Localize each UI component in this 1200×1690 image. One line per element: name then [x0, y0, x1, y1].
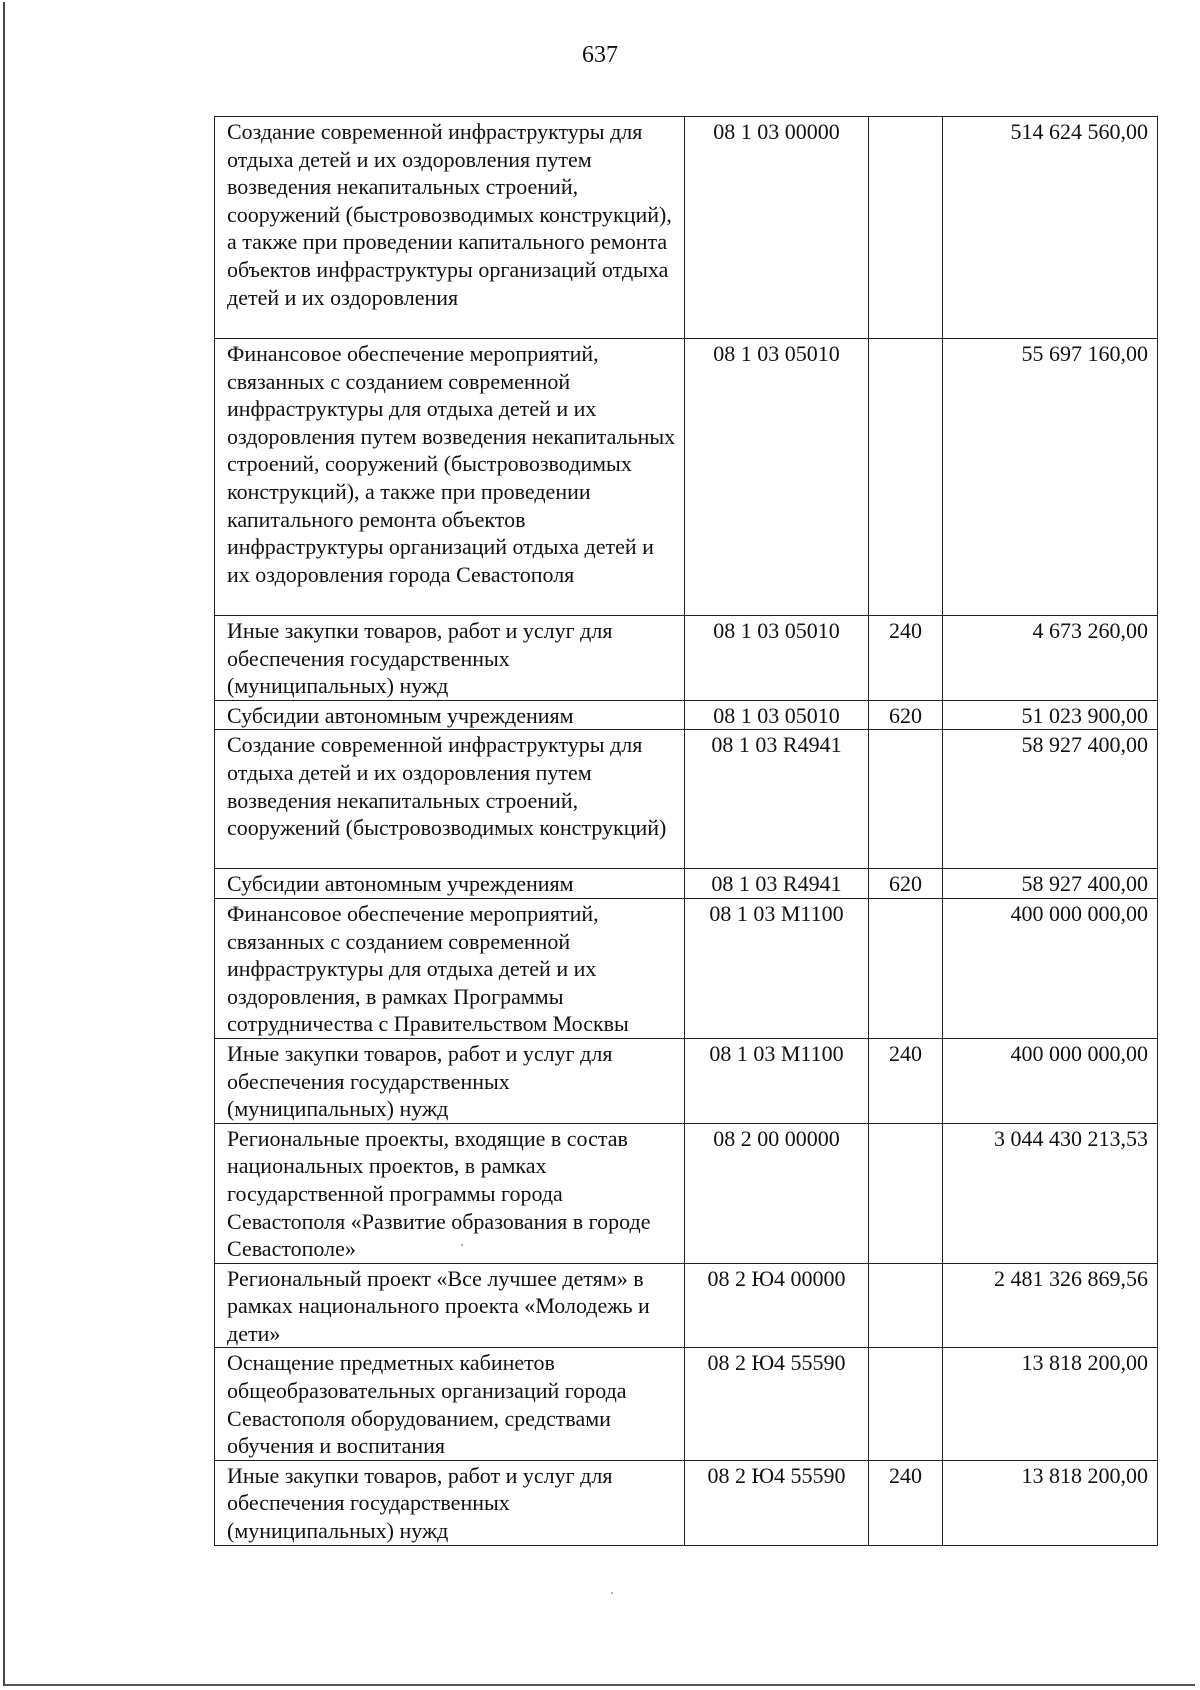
row-sum-cell: 55 697 160,00 [943, 339, 1158, 616]
table-row [215, 1348, 1158, 1460]
table-row [215, 869, 1158, 899]
row-sum-cell: 58 927 400,00 [943, 869, 1158, 899]
table-row [215, 339, 1158, 616]
row-sum-cell: 400 000 000,00 [943, 898, 1158, 1038]
table-row [215, 117, 1158, 339]
row-code-cell: 08 1 03 05010 [685, 339, 869, 616]
row-type-cell [869, 898, 943, 1038]
row-code-cell: 08 2 Ю4 00000 [685, 1263, 869, 1348]
row-type-cell [869, 339, 943, 616]
row-type-cell: 620 [869, 869, 943, 899]
scan-speck [461, 1244, 463, 1246]
row-code-cell: 08 1 03 00000 [685, 117, 869, 339]
row-type-cell [869, 730, 943, 869]
row-code-cell: 08 1 03 М1100 [685, 1038, 869, 1123]
row-code-cell: 08 1 03 R4941 [685, 869, 869, 899]
row-name-cell: Иные закупки товаров, работ и услуг для обеспечения государственных (муниципальных) нужд [215, 616, 685, 701]
row-code-cell: 08 1 03 05010 [685, 616, 869, 701]
row-name-cell: Региональный проект «Все лучшее детям» в рамках национального проекта «Молодежь и дети» [215, 1263, 685, 1348]
row-name-cell: Иные закупки товаров, работ и услуг для обеспечения государственных (муниципальных) нужд [215, 1460, 685, 1545]
row-type-cell: 620 [869, 700, 943, 730]
table-row [215, 1123, 1158, 1263]
row-sum-cell: 13 818 200,00 [943, 1348, 1158, 1460]
row-name-cell: Оснащение предметных кабинетов общеобразовательных организаций города Севастополя оборудованием, средствами обучения и воспитания [215, 1348, 685, 1460]
row-type-cell: 240 [869, 616, 943, 701]
row-code-cell: 08 1 03 R4941 [685, 730, 869, 869]
row-type-cell [869, 1123, 943, 1263]
row-name-cell: Финансовое обеспечение мероприятий, связанных с созданием современной инфраструктуры для отдыха детей и их оздоровления, в рамках Программы сотрудничества с Правительством Москвы [215, 898, 685, 1038]
row-type-cell: 240 [869, 1038, 943, 1123]
row-name-cell: Субсидии автономным учреждениям [215, 869, 685, 899]
row-type-cell: 240 [869, 1460, 943, 1545]
table-row [215, 616, 1158, 701]
row-sum-cell: 2 481 326 869,56 [943, 1263, 1158, 1348]
scan-speck [611, 1592, 613, 1594]
row-type-cell [869, 1263, 943, 1348]
row-sum-cell: 51 023 900,00 [943, 700, 1158, 730]
table-row [215, 1263, 1158, 1348]
table-row [215, 700, 1158, 730]
row-name-cell: Создание современной инфраструктуры для отдыха детей и их оздоровления путем возведения некапитальных строений, сооружений (быстровозводимых конструкций), а также при проведении капитального ремонта объектов инфраструктуры организаций отдыха детей и их оздоровления [215, 117, 685, 339]
row-sum-cell: 4 673 260,00 [943, 616, 1158, 701]
row-sum-cell: 400 000 000,00 [943, 1038, 1158, 1123]
row-sum-cell: 514 624 560,00 [943, 117, 1158, 339]
row-code-cell: 08 2 Ю4 55590 [685, 1460, 869, 1545]
row-code-cell: 08 1 03 М1100 [685, 898, 869, 1038]
row-type-cell [869, 117, 943, 339]
row-code-cell: 08 1 03 05010 [685, 700, 869, 730]
row-name-cell: Иные закупки товаров, работ и услуг для обеспечения государственных (муниципальных) нужд [215, 1038, 685, 1123]
row-sum-cell: 58 927 400,00 [943, 730, 1158, 869]
table-row [215, 1460, 1158, 1545]
row-name-cell: Региональные проекты, входящие в состав национальных проектов, в рамках государственной программы города Севастополя «Развитие образования в городе Севастополе» [215, 1123, 685, 1263]
page-number: 637 [582, 42, 618, 68]
table-row [215, 898, 1158, 1038]
row-name-cell: Создание современной инфраструктуры для отдыха детей и их оздоровления путем возведения некапитальных строений, сооружений (быстровозводимых конструкций) [215, 730, 685, 869]
row-code-cell: 08 2 Ю4 55590 [685, 1348, 869, 1460]
budget-table [214, 116, 1158, 1546]
row-type-cell [869, 1348, 943, 1460]
row-sum-cell: 13 818 200,00 [943, 1460, 1158, 1545]
row-name-cell: Субсидии автономным учреждениям [215, 700, 685, 730]
table-row [215, 730, 1158, 869]
row-code-cell: 08 2 00 00000 [685, 1123, 869, 1263]
row-name-cell: Финансовое обеспечение мероприятий, связанных с созданием современной инфраструктуры для отдыха детей и их оздоровления путем возведения некапитальных строений, сооружений (быстровозводимых конструкций), а также при проведении капитального ремонта объектов инфраструктуры организаций отдыха детей и их оздоровления города Севастополя [215, 339, 685, 616]
table-row [215, 1038, 1158, 1123]
row-sum-cell: 3 044 430 213,53 [943, 1123, 1158, 1263]
